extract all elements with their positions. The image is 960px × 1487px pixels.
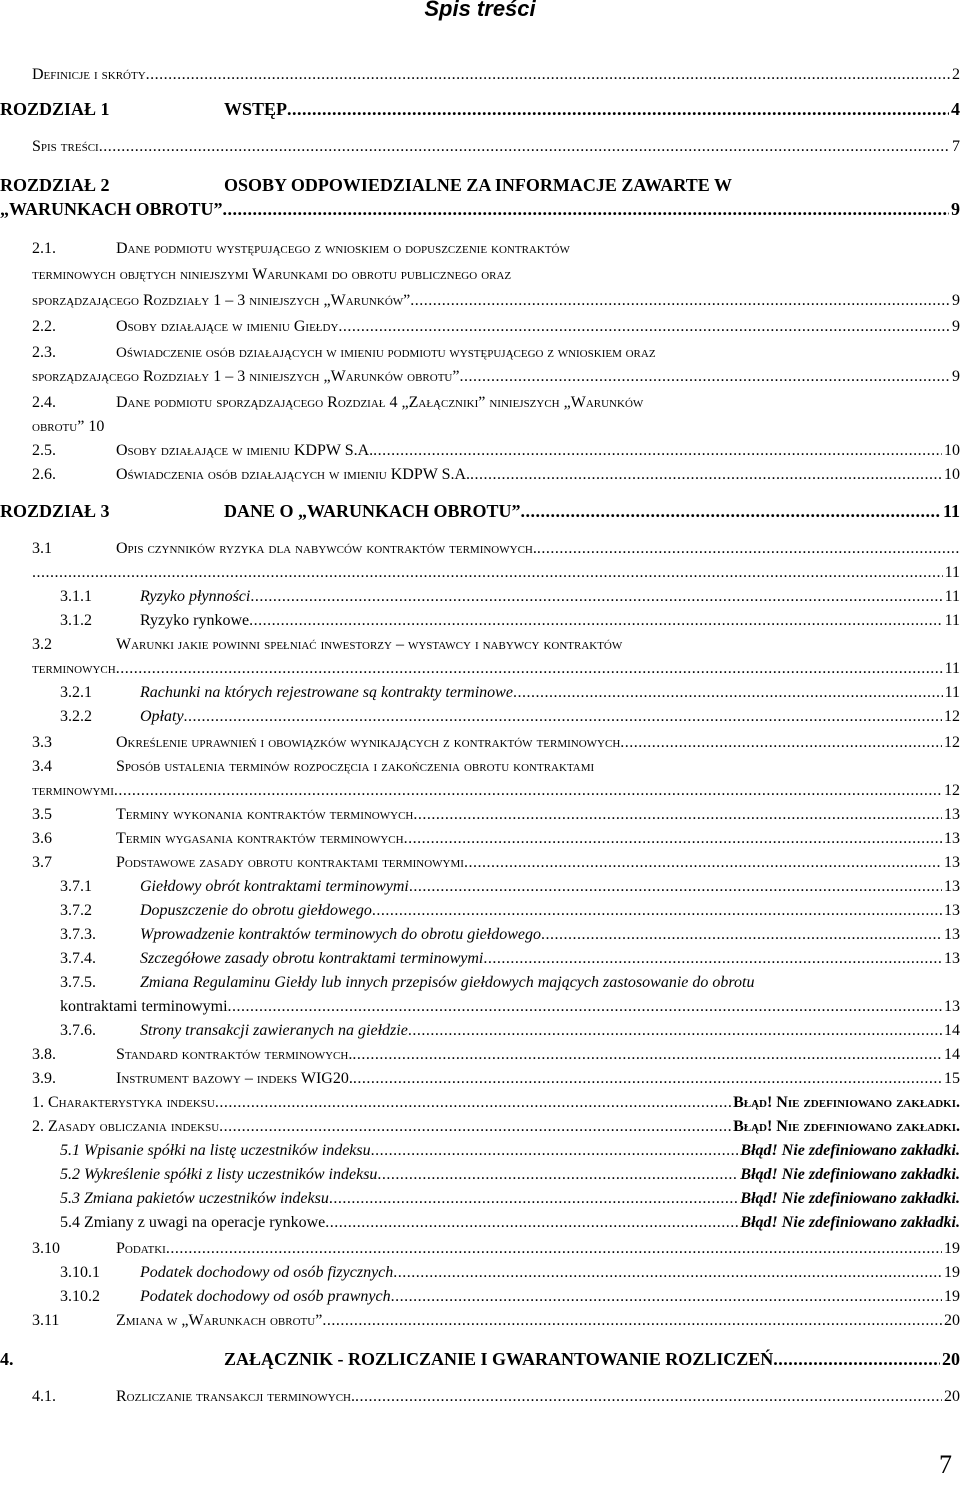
toc-entry[interactable] — [60, 1188, 960, 1210]
leader-dots — [483, 948, 942, 970]
toc-entry-text-cont: sporządzającego Rozdziały 1 – 3 niniejszych „Warunków” — [32, 292, 411, 309]
toc-entry-text: Dane podmiotu sporządzającego Rozdział 4 „Załączniki” niniejszych „Warunków — [116, 394, 644, 411]
toc-entry-heading[interactable] — [32, 538, 960, 560]
toc-entry[interactable] — [32, 464, 960, 486]
toc-entry-page: 11 — [944, 588, 960, 605]
toc-entry-page: 9 — [952, 318, 960, 335]
leader-dots — [215, 1092, 731, 1114]
toc-entry[interactable] — [32, 780, 960, 802]
toc-entry[interactable] — [60, 900, 960, 922]
toc-entry-number: 3.7.1 — [60, 878, 92, 895]
toc-entry-page: 12 — [944, 782, 960, 799]
toc-entry[interactable] — [60, 1286, 960, 1308]
toc-entry-number: 3.5 — [32, 806, 52, 823]
toc-entry-text: WSTĘP — [224, 99, 288, 119]
toc-entry[interactable] — [32, 1092, 960, 1114]
error-text: Błąd! Nie zdefiniowano zakładki. — [740, 1166, 960, 1183]
leader-dots — [114, 780, 942, 802]
leader-dots — [325, 1212, 738, 1234]
toc-entry-text: Instrument bazowy – indeks WIG20. — [116, 1070, 353, 1087]
toc-entry-page: 19 — [944, 1264, 960, 1281]
toc-entry[interactable] — [60, 1020, 960, 1042]
toc-entry[interactable] — [60, 586, 960, 608]
toc-entry-page: 13 — [944, 854, 960, 871]
toc-entry-number: 3.1 — [32, 540, 52, 557]
toc-entry-page: 15 — [944, 1070, 960, 1087]
toc-entry[interactable] — [60, 1164, 960, 1186]
leader-dots — [391, 1286, 942, 1308]
toc-entry-number: ROZDZIAŁ 3 — [0, 501, 110, 521]
toc-entry-text: Spis treści — [32, 138, 99, 155]
toc-entry-page: 13 — [944, 830, 960, 847]
toc-entry-text: 5.4 Zmiany z uwagi na operacje rynkowe — [60, 1214, 326, 1231]
toc-entry-text: Zmiana w „Warunkach obrotu” — [116, 1312, 323, 1329]
toc-entry-page: 10 — [944, 442, 960, 459]
toc-entry-number: 3.6 — [32, 830, 52, 847]
toc-entry-text: DANE O „WARUNKACH OBROTU” — [224, 501, 521, 521]
toc-entry-text: 2. Zasady obliczania indeksu — [32, 1118, 220, 1135]
toc-entry-number: 3.2 — [32, 636, 52, 653]
page-title: Spis treści — [424, 0, 536, 21]
leader-dots — [355, 1386, 942, 1408]
toc-entry-text: Osoby działające w imieniu Giełdy — [116, 318, 339, 335]
toc-entry-text: Zmiana Regulaminu Giełdy lub innych przepisów giełdowych mających zastosowanie do obrotu — [140, 974, 755, 991]
toc-entry-text: Rozliczanie transakcji terminowych. — [116, 1388, 355, 1405]
leader-dots — [409, 876, 942, 898]
leader-dots — [537, 538, 960, 560]
toc-entry[interactable] — [32, 136, 960, 158]
leader-dots — [166, 1238, 942, 1260]
toc-entry-number: 3.7.5. — [60, 974, 96, 991]
error-text: Błąd! Nie zdefiniowano zakładki. — [740, 1190, 960, 1207]
toc-entry-text: 5.1 Wpisanie spółki na listę uczestników indeksu — [60, 1142, 371, 1159]
leader-dots — [393, 1262, 942, 1284]
toc-entry-text: Dane podmiotu występującego z wnioskiem o dopuszczenie kontraktów — [116, 240, 570, 257]
toc-entry-number: 3.9. — [32, 1070, 56, 1087]
error-text: Błąd! Nie zdefiniowano zakładki. — [733, 1094, 960, 1111]
toc-entry-text-cont: terminowych — [32, 660, 116, 677]
leader-dots — [146, 64, 950, 86]
leader-dots — [513, 682, 943, 704]
toc-entry-page: 20 — [944, 1388, 960, 1405]
toc-entry-heading — [32, 392, 643, 414]
toc-entry-number: 2.3. — [32, 344, 56, 361]
toc-entry-page: 19 — [944, 1288, 960, 1305]
toc-entry-page: 13 — [944, 878, 960, 895]
leader-dots — [459, 366, 950, 388]
leader-dots — [329, 1188, 739, 1210]
toc-entry[interactable] — [60, 1212, 960, 1234]
leader-dots — [620, 732, 942, 754]
leader-dots — [404, 828, 942, 850]
toc-entry[interactable] — [32, 1116, 960, 1138]
toc-entry-text-cont: terminowych objętych niniejszymi Warunkami do obrotu publicznego oraz — [32, 266, 512, 283]
toc-entry-text-cont: sporządzającego Rozdziały 1 – 3 niniejszych „Warunków obrotu” — [32, 368, 460, 385]
leader-dots — [32, 562, 943, 584]
toc-entry-page: 11 — [944, 564, 960, 581]
toc-entry[interactable] — [32, 316, 960, 338]
toc-entry-text: 5.2 Wykreślenie spółki z listy uczestników indeksu — [60, 1166, 378, 1183]
toc-entry[interactable] — [60, 682, 960, 704]
toc-entry-number: ROZDZIAŁ 2 — [0, 175, 110, 195]
page-number: 7 — [939, 1450, 952, 1479]
toc-entry-page: 13 — [944, 926, 960, 943]
toc-entry[interactable] — [32, 828, 960, 850]
toc-entry-number: 2.6. — [32, 466, 56, 483]
toc-entry-page: 9 — [951, 199, 960, 219]
leader-dots — [413, 804, 942, 826]
toc-entry[interactable] — [60, 948, 960, 970]
leader-dots — [184, 706, 942, 728]
toc-entry[interactable] — [60, 996, 960, 1018]
toc-entry-number: 2.1. — [32, 240, 56, 257]
toc-entry-text: Określenie uprawnień i obowiązków wynikających z kontraktów terminowych — [116, 734, 621, 751]
toc-entry[interactable] — [60, 1262, 960, 1284]
leader-dots — [464, 852, 942, 874]
toc-entry-text: OSOBY ODPOWIEDZIALNE ZA INFORMACJE ZAWARTE W — [224, 175, 732, 195]
toc-entry-text: Giełdowy obrót kontraktami terminowymi — [140, 878, 409, 895]
toc-entry-number: 3.1.2 — [60, 612, 92, 629]
toc-entry-number: 2.2. — [32, 318, 56, 335]
toc-entry-text: Oświadczenie osób działających w imieniu podmiotu występującego z wnioskiem oraz — [116, 345, 656, 361]
toc-entry-number: 3.7.4. — [60, 950, 96, 967]
toc-entry[interactable] — [0, 198, 960, 220]
toc-entry-number: 3.2.2 — [60, 708, 92, 725]
leader-dots — [322, 1310, 942, 1332]
toc-entry-page: 11 — [944, 612, 960, 629]
toc-entry-heading — [32, 238, 570, 260]
toc-entry[interactable] — [32, 64, 960, 86]
toc-entry-number: 3.11 — [32, 1312, 60, 1329]
toc-entry[interactable] — [32, 852, 960, 874]
toc-entry-text: Szczegółowe zasady obrotu kontraktami terminowymi — [140, 950, 484, 967]
toc-entry-page: 11 — [942, 501, 960, 521]
toc-entry-number: 3.7.6. — [60, 1022, 96, 1039]
toc-entry[interactable] — [0, 1348, 960, 1370]
leader-dots — [223, 198, 949, 220]
toc-entry-number: 3.3 — [32, 734, 52, 751]
toc-entry-number: 3.10 — [32, 1240, 60, 1257]
toc-entry-text: Rachunki na których rejestrowane są kontrakty terminowe — [140, 684, 513, 701]
toc-entry-number: 3.7.3. — [60, 926, 96, 943]
leader-dots — [250, 586, 942, 608]
leader-dots — [521, 500, 941, 522]
toc-entry[interactable] — [0, 500, 960, 522]
toc-entry-page: 11 — [944, 684, 960, 701]
toc-entry-text: Podatek dochodowy od osób prawnych — [140, 1288, 391, 1305]
toc-entry[interactable] — [60, 706, 960, 728]
leader-dots — [371, 1140, 739, 1162]
leader-dots — [249, 610, 942, 632]
toc-entry-number: 4.1. — [32, 1388, 56, 1405]
toc-entry-text-cont: kontraktami terminowymi — [60, 998, 228, 1015]
toc-entry-number: 3.8. — [32, 1046, 56, 1063]
toc-entry-page: 14 — [944, 1022, 960, 1039]
toc-entry[interactable] — [32, 440, 960, 462]
toc-entry-text: Strony transakcji zawieranych na giełdzie — [140, 1022, 408, 1039]
toc-entry-page: 2 — [952, 66, 960, 83]
leader-dots — [352, 1044, 942, 1066]
toc-entry[interactable] — [32, 1238, 960, 1260]
leader-dots — [410, 290, 950, 312]
toc-entry-text: Podatki — [116, 1240, 166, 1257]
toc-entry-page: 13 — [944, 998, 960, 1015]
toc-entry-text: Warunki jakie powinni spełniać inwestorzy – wystawcy i nabywcy kontraktów — [116, 636, 623, 653]
toc-entry[interactable] — [32, 658, 960, 680]
toc-entry-heading — [32, 342, 656, 364]
toc-entry-text-cont: „WARUNKACH OBROTU” — [0, 199, 223, 219]
toc-entry[interactable] — [60, 610, 960, 632]
toc-entry[interactable] — [32, 562, 960, 584]
leader-dots — [116, 658, 943, 680]
toc-entry-page: 13 — [944, 806, 960, 823]
toc-entry[interactable] — [60, 924, 960, 946]
toc-entry-text: Osoby działające w imieniu KDPW S.A. — [116, 442, 374, 459]
toc-entry[interactable] — [32, 1068, 960, 1090]
toc-entry-text: Sposób ustalenia terminów rozpoczęcia i zakończenia obrotu kontraktami — [116, 758, 595, 775]
toc-entry-page: 14 — [944, 1046, 960, 1063]
toc-entry-heading — [32, 634, 622, 656]
error-text: Błąd! Nie zdefiniowano zakładki. — [740, 1142, 960, 1159]
toc-entry-number: 3.7.2 — [60, 902, 92, 919]
leader-dots — [470, 464, 942, 486]
leader-dots — [287, 98, 949, 120]
toc-entry[interactable] — [32, 804, 960, 826]
toc-entry-page: 10 — [944, 466, 960, 483]
leader-dots — [99, 136, 950, 158]
toc-entry[interactable] — [32, 1044, 960, 1066]
toc-entry-text: Termin wygasania kontraktów terminowych — [116, 830, 404, 847]
toc-entry-text: 5.3 Zmiana pakietów uczestników indeksu — [60, 1190, 329, 1207]
toc-entry-number: 3.1.1 — [60, 588, 92, 605]
toc-entry-page: 4 — [951, 99, 960, 119]
leader-dots — [353, 1068, 942, 1090]
toc-entry-number: 4. — [0, 1349, 14, 1369]
toc-entry[interactable] — [60, 1140, 960, 1162]
leader-dots — [372, 900, 942, 922]
leader-dots — [541, 924, 942, 946]
toc-entry-heading — [0, 174, 732, 196]
toc-entry-page: 20 — [944, 1312, 960, 1329]
toc-entry-page: 13 — [944, 950, 960, 967]
toc-entry-text: Opłaty — [140, 708, 184, 725]
toc-entry-page: 12 — [944, 734, 960, 751]
leader-dots — [408, 1020, 942, 1042]
toc-entry-text: Wprowadzenie kontraktów terminowych do obrotu giełdowego — [140, 926, 541, 943]
leader-dots — [219, 1116, 731, 1138]
toc-entry-number: 3.2.1 — [60, 684, 92, 701]
toc-entry-number: 3.10.1 — [60, 1264, 100, 1281]
toc-entry-page: 7 — [952, 138, 960, 155]
toc-entry-number: 2.5. — [32, 442, 56, 459]
toc-entry-page: 19 — [944, 1240, 960, 1257]
leader-dots — [373, 440, 942, 462]
toc-entry-heading — [60, 972, 754, 994]
toc-entry-page: 12 — [944, 708, 960, 725]
toc-entry-text: Ryzyko płynności — [140, 588, 251, 605]
leader-dots — [773, 1348, 940, 1370]
toc-entry-page: 11 — [944, 660, 960, 677]
toc-entry-page: 20 — [942, 1349, 960, 1369]
leader-dots — [377, 1164, 738, 1186]
toc-entry-number: 3.10.2 — [60, 1288, 100, 1305]
toc-entry-text: Definicje i skróty — [32, 66, 146, 83]
toc-entry-text-cont: terminowymi — [32, 782, 114, 799]
error-text: Błąd! Nie zdefiniowano zakładki. — [733, 1118, 960, 1135]
toc-entry-number: 3.4 — [32, 758, 52, 775]
toc-entry-page: 9 — [952, 292, 960, 309]
toc-entry-text: 1. Charakterystyka indeksu — [32, 1094, 215, 1111]
toc-entry-text: ZAŁĄCZNIK - ROZLICZANIE I GWARANTOWANIE ROZLICZEŃ — [224, 1349, 774, 1369]
toc-entry-page: 9 — [952, 368, 960, 385]
toc-entry-number: ROZDZIAŁ 1 — [0, 99, 110, 119]
toc-entry-text: Podstawowe zasady obrotu kontraktami terminowymi — [116, 854, 464, 871]
toc-entry[interactable] — [32, 1386, 960, 1408]
toc-entry-text: Oświadczenia osób działających w imieniu KDPW S.A. — [116, 466, 471, 483]
toc-entry-heading — [32, 756, 594, 778]
toc-entry-text: Dopuszczenie do obrotu giełdowego — [140, 902, 372, 919]
toc-entry-text: Ryzyko rynkowe — [140, 612, 250, 629]
toc-entry-text-cont: obrotu” 10 — [32, 418, 105, 435]
leader-dots — [338, 316, 950, 338]
toc-entry-number: 2.4. — [32, 394, 56, 411]
toc-entry-text: Terminy wykonania kontraktów terminowych — [116, 806, 414, 823]
toc-entry[interactable] — [60, 876, 960, 898]
leader-dots — [228, 996, 942, 1018]
toc-entry[interactable] — [32, 1310, 960, 1332]
toc-entry[interactable] — [32, 290, 960, 312]
toc-entry[interactable] — [32, 366, 960, 388]
toc-entry[interactable] — [32, 732, 960, 754]
toc-entry-text: Podatek dochodowy od osób fizycznych — [140, 1264, 394, 1281]
toc-entry-text: Standard kontraktów terminowych. — [116, 1046, 353, 1063]
toc-entry[interactable] — [0, 98, 960, 120]
toc-entry-page: 13 — [944, 902, 960, 919]
toc-entry-text: Opis czynników ryzyka dla nabywców kontraktów terminowych. — [116, 540, 537, 557]
error-text: Błąd! Nie zdefiniowano zakładki. — [740, 1214, 960, 1231]
toc-entry-number: 3.7 — [32, 854, 52, 871]
